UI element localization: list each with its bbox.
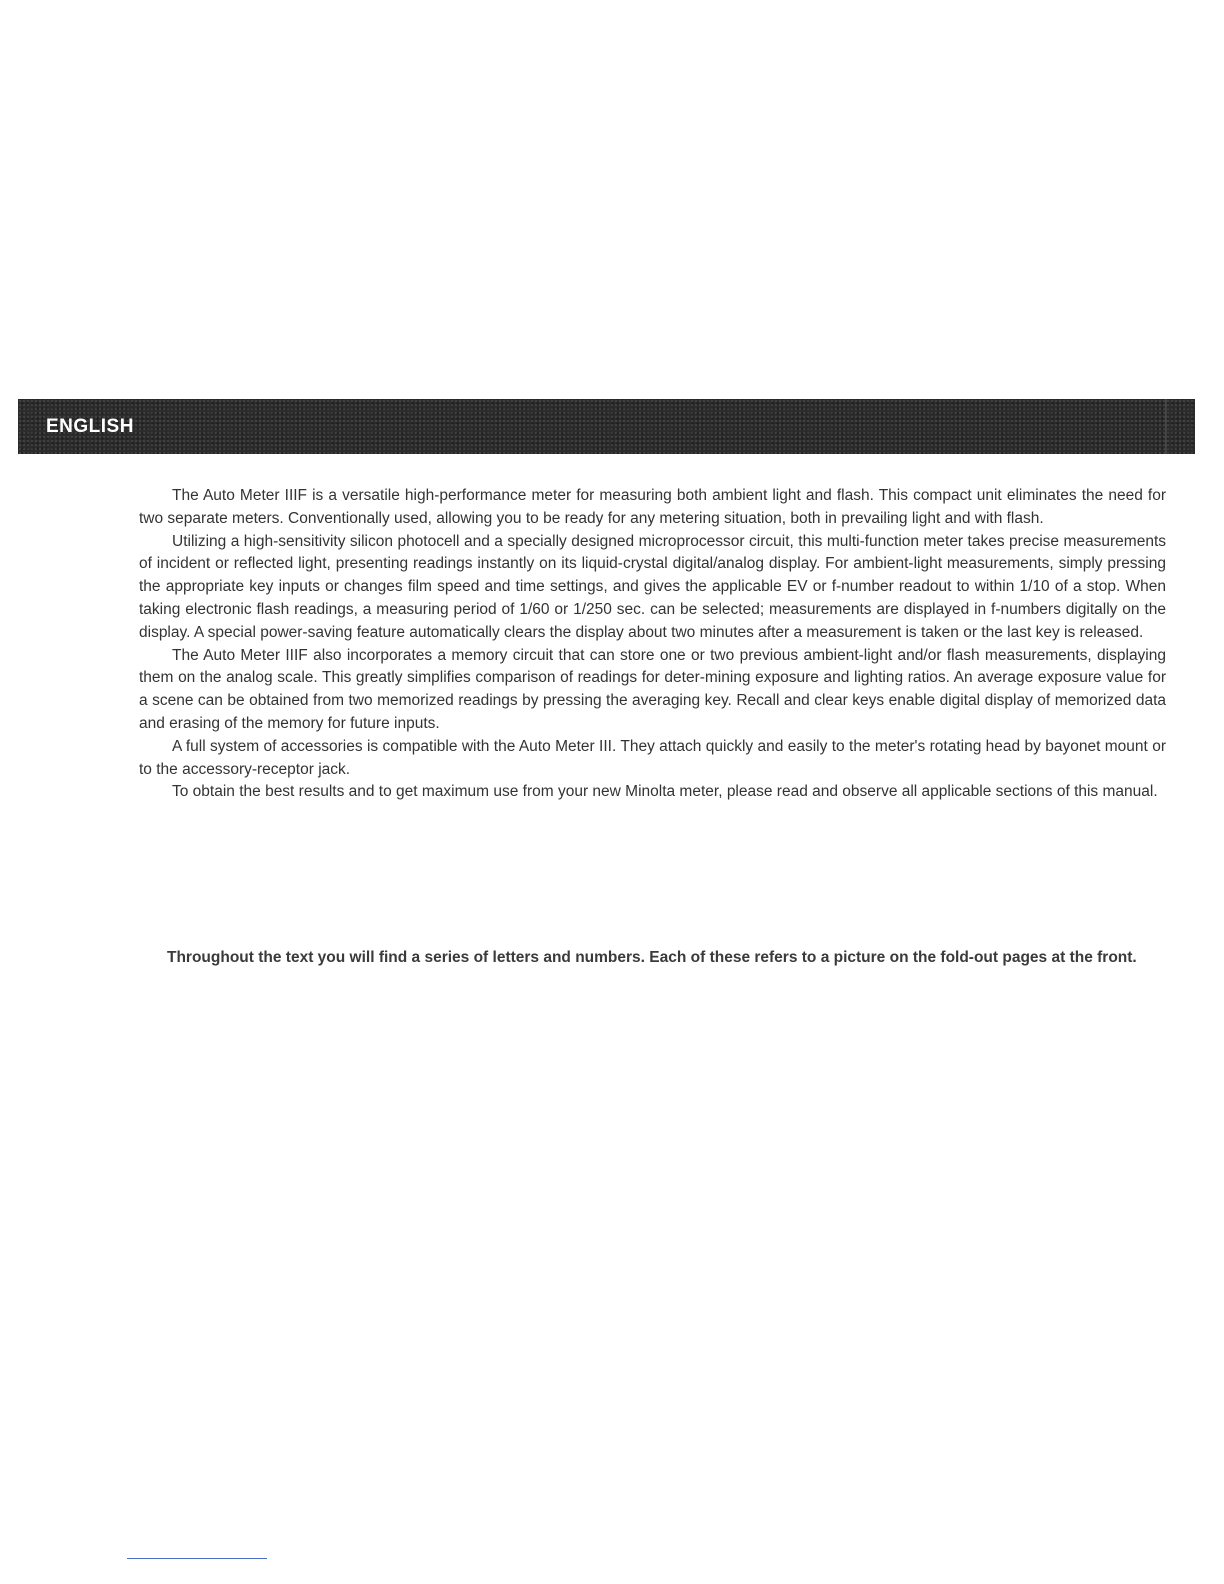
picture-reference-note: Throughout the text you will find a series of letters and numbers. Each of these refers to a picture on the fold-out pages at the front.	[167, 949, 1137, 966]
intro-paragraph-2: Utilizing a high-sensitivity silicon photocell and a specially designed microprocessor circuit, this multi-function meter takes precise measurements of incident or reflected light, presenting readings instantly on its liquid-crystal digital/analog display. For ambient-light measurements, simply pressing the appropriate key inputs or changes film speed and time settings, and gives the applicable EV or f-number readout to within 1/10 of a stop. When taking electronic flash readings, a measuring period of 1/60 or 1/250 sec. can be selected; measurements are displayed in f-numbers digitally on the display. A special power-saving feature automatically clears the display about two minutes after a measurement is taken or the last key is released.	[139, 532, 1166, 641]
intro-paragraph-1: The Auto Meter IIIF is a versatile high-performance meter for measuring both ambient light and flash. This compact unit eliminates the need for two separate meters. Conventionally used, allowing you to be ready for any metering situation, both in prevailing light and with flash.	[139, 487, 1166, 527]
intro-paragraph-4: A full system of accessories is compatible with the Auto Meter III. They attach quickly and easily to the meter's rotating head by bayonet mount or to the accessory-receptor jack.	[139, 737, 1166, 778]
section-label: ENGLISH	[46, 416, 134, 437]
intro-paragraph-5: To obtain the best results and to get maximum use from your new Minolta meter, please read and observe all applicable sections of this manual.	[172, 783, 1158, 801]
intro-text	[139, 485, 1166, 804]
section-banner	[18, 399, 1195, 454]
banner-edge	[1165, 399, 1167, 454]
footnote-rule	[127, 1558, 267, 1559]
intro-paragraph-3: The Auto Meter IIIF also incorporates a memory circuit that can store one or two previous ambient-light and/or flash measurements, displaying them on the analog scale. This greatly simplifies comparison of readings for deter-mining exposure and lighting ratios. An average exposure value for a scene can be obtained from two memorized readings by pressing the averaging key. Recall and clear keys enable digital display of memorized data and erasing of the memory for future inputs.	[139, 646, 1166, 732]
